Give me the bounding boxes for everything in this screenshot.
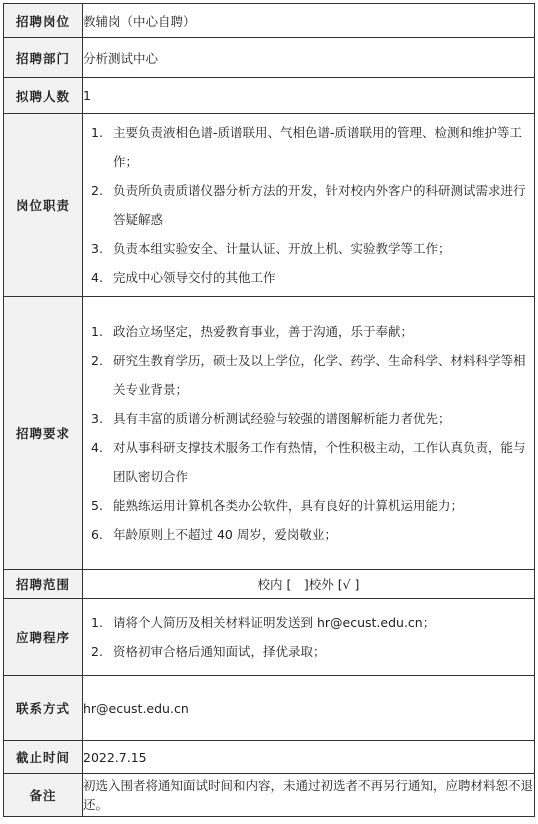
duty-item: 4. 完成中心领导交付的其他工作: [91, 270, 276, 285]
department-label: 招聘部门: [4, 38, 83, 78]
requirement-item: 6. 年龄原则上不超过 40 周岁，爱岗敬业；: [91, 527, 337, 542]
procedure-label: 应聘程序: [4, 599, 83, 676]
job-posting-table: [3, 3, 535, 817]
position-value: 教辅岗（中心自聘）: [83, 4, 535, 38]
contact-email[interactable]: hr@ecust.edu.cn: [83, 676, 535, 741]
duty-item: 2. 负责所负责质谱仪器分析方法的开发，针对校内外客户的科研测试需求进行答疑解惑: [91, 183, 526, 227]
position-label: 招聘岗位: [4, 4, 83, 38]
row-remarks: [4, 774, 535, 817]
requirement-item: 1. 政治立场坚定，热爱教育事业，善于沟通，乐于奉献；: [91, 324, 414, 339]
duties-cell: [83, 114, 535, 297]
row-deadline: [4, 741, 535, 774]
requirement-item: 5. 能熟练运用计算机各类办公软件，具有良好的计算机运用能力；: [91, 498, 464, 513]
remarks-value: 初选入围者将通知面试时间和内容，未通过初选者不再另行通知，应聘材料恕不退还。: [83, 774, 535, 817]
duties-list: [83, 114, 534, 296]
row-contact: [4, 676, 535, 741]
procedure-list: [83, 604, 534, 670]
scope-label: 招聘范围: [4, 570, 83, 599]
requirement-item: 4. 对从事科研支撑技术服务工作有热情，个性积极主动，工作认真负责，能与团队密切合作: [91, 440, 526, 484]
scope-value: 校内 [ ]校外 [√ ]: [83, 570, 535, 599]
duty-item: 1. 主要负责液相色谱-质谱联用、气相色谱-质谱联用的管理、检测和维护等工作；: [91, 125, 523, 169]
requirements-cell: [83, 297, 535, 570]
headcount-label: 拟聘人数: [4, 78, 83, 114]
duties-label: 岗位职责: [4, 114, 83, 297]
row-position: [4, 4, 535, 38]
row-department: [4, 38, 535, 78]
row-headcount: [4, 78, 535, 114]
duty-item: 3. 负责本组实验安全、计量认证、开放上机、实验教学等工作；: [91, 241, 451, 256]
requirements-list: [83, 313, 534, 553]
deadline-value: 2022.7.15: [83, 741, 535, 774]
row-requirements: [4, 297, 535, 570]
procedure-item: 2. 资格初审合格后通知面试，择优录取；: [91, 644, 326, 659]
procedure-cell: [83, 599, 535, 676]
requirements-label: 招聘要求: [4, 297, 83, 570]
headcount-value: 1: [83, 78, 535, 114]
contact-label: 联系方式: [4, 676, 83, 741]
requirement-item: 3. 具有丰富的质谱分析测试经验与较强的谱图解析能力者优先；: [91, 411, 451, 426]
row-scope: [4, 570, 535, 599]
row-procedure: [4, 599, 535, 676]
row-duties: [4, 114, 535, 297]
requirement-item: 2. 研究生教育学历，硕士及以上学位，化学、药学、生命科学、材料科学等相关专业背景；: [91, 353, 526, 397]
procedure-item: 1. 请将个人简历及相关材料证明发送到 hr@ecust.edu.cn；: [91, 615, 436, 630]
department-value: 分析测试中心: [83, 38, 535, 78]
remarks-label: 备注: [4, 774, 83, 817]
deadline-label: 截止时间: [4, 741, 83, 774]
